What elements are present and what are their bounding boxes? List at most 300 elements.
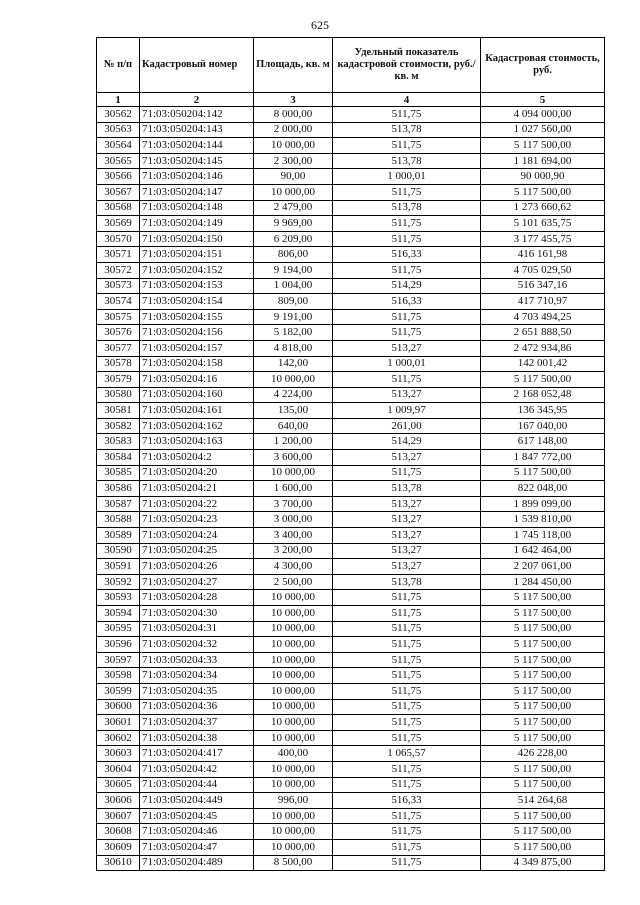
unit-value-cell: 261,00 xyxy=(333,418,481,434)
row-number-cell: 30600 xyxy=(97,699,140,715)
cadastral-value-cell: 4 094 000,00 xyxy=(481,107,605,123)
table-row xyxy=(97,637,605,653)
unit-value-cell: 511,75 xyxy=(333,637,481,653)
row-number-cell: 30590 xyxy=(97,543,140,559)
area-cell: 10 000,00 xyxy=(254,839,333,855)
area-cell: 9 194,00 xyxy=(254,262,333,278)
row-number-cell: 30584 xyxy=(97,450,140,466)
table-row xyxy=(97,699,605,715)
cadastral-number-cell: 71:03:050204:145 xyxy=(140,153,254,169)
column-number: 5 xyxy=(481,93,605,107)
row-number-cell: 30592 xyxy=(97,574,140,590)
row-number-cell: 30603 xyxy=(97,746,140,762)
area-cell: 10 000,00 xyxy=(254,824,333,840)
unit-value-cell: 511,75 xyxy=(333,216,481,232)
cadastral-number-cell: 71:03:050204:22 xyxy=(140,496,254,512)
row-number-cell: 30607 xyxy=(97,808,140,824)
area-cell: 996,00 xyxy=(254,793,333,809)
cadastral-value-cell: 5 117 500,00 xyxy=(481,138,605,154)
table-row xyxy=(97,325,605,341)
cadastral-number-cell: 71:03:050204:24 xyxy=(140,528,254,544)
cadastral-table xyxy=(96,37,605,871)
cadastral-value-cell: 5 117 500,00 xyxy=(481,637,605,653)
cadastral-number-cell: 71:03:050204:32 xyxy=(140,637,254,653)
cadastral-number-cell: 71:03:050204:163 xyxy=(140,434,254,450)
table-row xyxy=(97,668,605,684)
area-cell: 3 600,00 xyxy=(254,450,333,466)
table-row xyxy=(97,496,605,512)
area-cell: 10 000,00 xyxy=(254,184,333,200)
cadastral-value-cell: 5 117 500,00 xyxy=(481,683,605,699)
row-number-cell: 30610 xyxy=(97,855,140,871)
area-cell: 2 300,00 xyxy=(254,153,333,169)
row-number-cell: 30565 xyxy=(97,153,140,169)
unit-value-cell: 511,75 xyxy=(333,184,481,200)
area-cell: 3 700,00 xyxy=(254,496,333,512)
row-number-cell: 30575 xyxy=(97,309,140,325)
table-row xyxy=(97,855,605,871)
table-row xyxy=(97,465,605,481)
table-row xyxy=(97,247,605,263)
table-row xyxy=(97,278,605,294)
table-row xyxy=(97,574,605,590)
cadastral-value-cell: 4 705 029,50 xyxy=(481,262,605,278)
cadastral-value-cell: 5 117 500,00 xyxy=(481,808,605,824)
area-cell: 6 209,00 xyxy=(254,231,333,247)
area-cell: 90,00 xyxy=(254,169,333,185)
cadastral-number-cell: 71:03:050204:449 xyxy=(140,793,254,809)
header-area: Площадь, кв. м xyxy=(254,38,333,93)
row-number-cell: 30567 xyxy=(97,184,140,200)
row-number-cell: 30574 xyxy=(97,294,140,310)
unit-value-cell: 511,75 xyxy=(333,262,481,278)
area-cell: 3 000,00 xyxy=(254,512,333,528)
cadastral-value-cell: 90 000,90 xyxy=(481,169,605,185)
area-cell: 10 000,00 xyxy=(254,715,333,731)
table-row xyxy=(97,294,605,310)
cadastral-number-cell: 71:03:050204:149 xyxy=(140,216,254,232)
area-cell: 10 000,00 xyxy=(254,138,333,154)
row-number-cell: 30606 xyxy=(97,793,140,809)
cadastral-value-cell: 5 117 500,00 xyxy=(481,777,605,793)
table-row xyxy=(97,340,605,356)
cadastral-number-cell: 71:03:050204:146 xyxy=(140,169,254,185)
cadastral-value-cell: 2 472 934,86 xyxy=(481,340,605,356)
unit-value-cell: 511,75 xyxy=(333,668,481,684)
table-row xyxy=(97,730,605,746)
table-row xyxy=(97,450,605,466)
cadastral-value-cell: 5 117 500,00 xyxy=(481,465,605,481)
unit-value-cell: 516,33 xyxy=(333,793,481,809)
cadastral-number-cell: 71:03:050204:37 xyxy=(140,715,254,731)
cadastral-number-cell: 71:03:050204:157 xyxy=(140,340,254,356)
table-row xyxy=(97,372,605,388)
unit-value-cell: 513,27 xyxy=(333,543,481,559)
table-row xyxy=(97,746,605,762)
unit-value-cell: 511,75 xyxy=(333,652,481,668)
unit-value-cell: 1 000,01 xyxy=(333,356,481,372)
cadastral-value-cell: 822 048,00 xyxy=(481,481,605,497)
row-number-cell: 30573 xyxy=(97,278,140,294)
cadastral-value-cell: 426 228,00 xyxy=(481,746,605,762)
row-number-cell: 30594 xyxy=(97,606,140,622)
cadastral-value-cell: 5 117 500,00 xyxy=(481,184,605,200)
cadastral-number-cell: 71:03:050204:45 xyxy=(140,808,254,824)
area-cell: 8 000,00 xyxy=(254,107,333,123)
unit-value-cell: 511,75 xyxy=(333,621,481,637)
cadastral-number-cell: 71:03:050204:26 xyxy=(140,559,254,575)
row-number-cell: 30604 xyxy=(97,761,140,777)
cadastral-value-cell: 416 161,98 xyxy=(481,247,605,263)
column-number: 2 xyxy=(140,93,254,107)
area-cell: 10 000,00 xyxy=(254,372,333,388)
unit-value-cell: 511,75 xyxy=(333,715,481,731)
unit-value-cell: 511,75 xyxy=(333,138,481,154)
area-cell: 10 000,00 xyxy=(254,590,333,606)
table-row xyxy=(97,777,605,793)
row-number-cell: 30586 xyxy=(97,481,140,497)
cadastral-number-cell: 71:03:050204:489 xyxy=(140,855,254,871)
column-number-row xyxy=(97,93,605,107)
table-body xyxy=(97,107,605,871)
area-cell: 142,00 xyxy=(254,356,333,372)
unit-value-cell: 513,78 xyxy=(333,574,481,590)
row-number-cell: 30609 xyxy=(97,839,140,855)
cadastral-number-cell: 71:03:050204:154 xyxy=(140,294,254,310)
cadastral-number-cell: 71:03:050204:148 xyxy=(140,200,254,216)
table-row xyxy=(97,606,605,622)
area-cell: 10 000,00 xyxy=(254,761,333,777)
table-row xyxy=(97,169,605,185)
cadastral-number-cell: 71:03:050204:20 xyxy=(140,465,254,481)
row-number-cell: 30572 xyxy=(97,262,140,278)
row-number-cell: 30601 xyxy=(97,715,140,731)
page-number: 625 xyxy=(311,18,329,32)
cadastral-number-cell: 71:03:050204:144 xyxy=(140,138,254,154)
table-row xyxy=(97,138,605,154)
table-row xyxy=(97,387,605,403)
area-cell: 3 200,00 xyxy=(254,543,333,559)
cadastral-value-cell: 514 264,68 xyxy=(481,793,605,809)
area-cell: 10 000,00 xyxy=(254,621,333,637)
row-number-cell: 30583 xyxy=(97,434,140,450)
row-number-cell: 30579 xyxy=(97,372,140,388)
cadastral-value-cell: 5 117 500,00 xyxy=(481,590,605,606)
cadastral-value-cell: 5 117 500,00 xyxy=(481,715,605,731)
cadastral-value-cell: 136 345,95 xyxy=(481,403,605,419)
row-number-cell: 30578 xyxy=(97,356,140,372)
header-unit-value: Удельный показатель кадастровой стоимости, руб./кв. м xyxy=(333,38,481,93)
table-row xyxy=(97,652,605,668)
row-number-cell: 30569 xyxy=(97,216,140,232)
table-row xyxy=(97,512,605,528)
cadastral-number-cell: 71:03:050204:35 xyxy=(140,683,254,699)
area-cell: 1 200,00 xyxy=(254,434,333,450)
row-number-cell: 30566 xyxy=(97,169,140,185)
unit-value-cell: 511,75 xyxy=(333,465,481,481)
cadastral-number-cell: 71:03:050204:160 xyxy=(140,387,254,403)
column-number: 4 xyxy=(333,93,481,107)
row-number-cell: 30581 xyxy=(97,403,140,419)
area-cell: 9 191,00 xyxy=(254,309,333,325)
cadastral-number-cell: 71:03:050204:36 xyxy=(140,699,254,715)
table-row xyxy=(97,808,605,824)
table-row xyxy=(97,418,605,434)
row-number-cell: 30582 xyxy=(97,418,140,434)
cadastral-value-cell: 1 642 464,00 xyxy=(481,543,605,559)
row-number-cell: 30588 xyxy=(97,512,140,528)
row-number-cell: 30598 xyxy=(97,668,140,684)
unit-value-cell: 513,78 xyxy=(333,122,481,138)
area-cell: 10 000,00 xyxy=(254,777,333,793)
table-row xyxy=(97,356,605,372)
table-row xyxy=(97,231,605,247)
cadastral-number-cell: 71:03:050204:21 xyxy=(140,481,254,497)
unit-value-cell: 513,27 xyxy=(333,387,481,403)
cadastral-value-cell: 2 207 061,00 xyxy=(481,559,605,575)
cadastral-value-cell: 1 539 810,00 xyxy=(481,512,605,528)
area-cell: 2 479,00 xyxy=(254,200,333,216)
cadastral-number-cell: 71:03:050204:25 xyxy=(140,543,254,559)
cadastral-number-cell: 71:03:050204:158 xyxy=(140,356,254,372)
area-cell: 10 000,00 xyxy=(254,606,333,622)
area-cell: 10 000,00 xyxy=(254,668,333,684)
cadastral-value-cell: 5 117 500,00 xyxy=(481,730,605,746)
area-cell: 1 600,00 xyxy=(254,481,333,497)
cadastral-value-cell: 1 284 450,00 xyxy=(481,574,605,590)
unit-value-cell: 511,75 xyxy=(333,325,481,341)
table-row xyxy=(97,122,605,138)
area-cell: 5 182,00 xyxy=(254,325,333,341)
unit-value-cell: 1 065,57 xyxy=(333,746,481,762)
cadastral-value-cell: 5 117 500,00 xyxy=(481,606,605,622)
unit-value-cell: 511,75 xyxy=(333,777,481,793)
table-row xyxy=(97,528,605,544)
area-cell: 10 000,00 xyxy=(254,637,333,653)
unit-value-cell: 511,75 xyxy=(333,107,481,123)
row-number-cell: 30576 xyxy=(97,325,140,341)
area-cell: 4 300,00 xyxy=(254,559,333,575)
header-row-number: № п/п xyxy=(97,38,140,93)
cadastral-number-cell: 71:03:050204:34 xyxy=(140,668,254,684)
cadastral-value-cell: 2 168 052,48 xyxy=(481,387,605,403)
table-row xyxy=(97,262,605,278)
cadastral-value-cell: 5 117 500,00 xyxy=(481,652,605,668)
row-number-cell: 30602 xyxy=(97,730,140,746)
cadastral-number-cell: 71:03:050204:30 xyxy=(140,606,254,622)
row-number-cell: 30587 xyxy=(97,496,140,512)
unit-value-cell: 511,75 xyxy=(333,730,481,746)
cadastral-number-cell: 71:03:050204:152 xyxy=(140,262,254,278)
cadastral-value-cell: 5 117 500,00 xyxy=(481,761,605,777)
area-cell: 4 224,00 xyxy=(254,387,333,403)
unit-value-cell: 513,78 xyxy=(333,481,481,497)
cadastral-value-cell: 516 347,16 xyxy=(481,278,605,294)
area-cell: 10 000,00 xyxy=(254,465,333,481)
cadastral-value-cell: 4 703 494,25 xyxy=(481,309,605,325)
area-cell: 10 000,00 xyxy=(254,808,333,824)
cadastral-value-cell: 5 117 500,00 xyxy=(481,372,605,388)
row-number-cell: 30577 xyxy=(97,340,140,356)
unit-value-cell: 513,78 xyxy=(333,153,481,169)
cadastral-number-cell: 71:03:050204:38 xyxy=(140,730,254,746)
unit-value-cell: 513,27 xyxy=(333,450,481,466)
cadastral-number-cell: 71:03:050204:151 xyxy=(140,247,254,263)
unit-value-cell: 1 000,01 xyxy=(333,169,481,185)
cadastral-value-cell: 5 117 500,00 xyxy=(481,699,605,715)
cadastral-number-cell: 71:03:050204:161 xyxy=(140,403,254,419)
cadastral-value-cell: 1 027 560,00 xyxy=(481,122,605,138)
area-cell: 8 500,00 xyxy=(254,855,333,871)
cadastral-value-cell: 417 710,97 xyxy=(481,294,605,310)
unit-value-cell: 1 009,97 xyxy=(333,403,481,419)
row-number-cell: 30591 xyxy=(97,559,140,575)
cadastral-number-cell: 71:03:050204:142 xyxy=(140,107,254,123)
area-cell: 135,00 xyxy=(254,403,333,419)
cadastral-number-cell: 71:03:050204:156 xyxy=(140,325,254,341)
column-number: 1 xyxy=(97,93,140,107)
table-row xyxy=(97,200,605,216)
unit-value-cell: 511,75 xyxy=(333,606,481,622)
table-row xyxy=(97,621,605,637)
cadastral-value-cell: 617 148,00 xyxy=(481,434,605,450)
cadastral-number-cell: 71:03:050204:44 xyxy=(140,777,254,793)
area-cell: 2 000,00 xyxy=(254,122,333,138)
table-row xyxy=(97,184,605,200)
cadastral-number-cell: 71:03:050204:16 xyxy=(140,372,254,388)
row-number-cell: 30562 xyxy=(97,107,140,123)
row-number-cell: 30595 xyxy=(97,621,140,637)
table-row xyxy=(97,107,605,123)
table-row xyxy=(97,153,605,169)
area-cell: 10 000,00 xyxy=(254,730,333,746)
table-row xyxy=(97,216,605,232)
cadastral-number-cell: 71:03:050204:2 xyxy=(140,450,254,466)
cadastral-number-cell: 71:03:050204:155 xyxy=(140,309,254,325)
unit-value-cell: 511,75 xyxy=(333,808,481,824)
unit-value-cell: 513,27 xyxy=(333,496,481,512)
row-number-cell: 30608 xyxy=(97,824,140,840)
table-row xyxy=(97,543,605,559)
table-row xyxy=(97,590,605,606)
row-number-cell: 30568 xyxy=(97,200,140,216)
area-cell: 806,00 xyxy=(254,247,333,263)
unit-value-cell: 511,75 xyxy=(333,824,481,840)
unit-value-cell: 511,75 xyxy=(333,231,481,247)
cadastral-value-cell: 142 001,42 xyxy=(481,356,605,372)
area-cell: 10 000,00 xyxy=(254,699,333,715)
unit-value-cell: 514,29 xyxy=(333,278,481,294)
cadastral-value-cell: 5 117 500,00 xyxy=(481,839,605,855)
unit-value-cell: 513,27 xyxy=(333,559,481,575)
cadastral-value-cell: 1 847 772,00 xyxy=(481,450,605,466)
area-cell: 809,00 xyxy=(254,294,333,310)
cadastral-number-cell: 71:03:050204:147 xyxy=(140,184,254,200)
unit-value-cell: 513,27 xyxy=(333,512,481,528)
cadastral-number-cell: 71:03:050204:31 xyxy=(140,621,254,637)
cadastral-value-cell: 1 181 694,00 xyxy=(481,153,605,169)
cadastral-value-cell: 3 177 455,75 xyxy=(481,231,605,247)
table-row xyxy=(97,761,605,777)
cadastral-number-cell: 71:03:050204:150 xyxy=(140,231,254,247)
row-number-cell: 30563 xyxy=(97,122,140,138)
area-cell: 4 818,00 xyxy=(254,340,333,356)
unit-value-cell: 511,75 xyxy=(333,309,481,325)
unit-value-cell: 513,27 xyxy=(333,528,481,544)
cadastral-number-cell: 71:03:050204:47 xyxy=(140,839,254,855)
cadastral-value-cell: 2 651 888,50 xyxy=(481,325,605,341)
area-cell: 1 004,00 xyxy=(254,278,333,294)
unit-value-cell: 511,75 xyxy=(333,372,481,388)
cadastral-value-cell: 5 117 500,00 xyxy=(481,824,605,840)
table-row xyxy=(97,683,605,699)
unit-value-cell: 511,75 xyxy=(333,761,481,777)
unit-value-cell: 514,29 xyxy=(333,434,481,450)
unit-value-cell: 511,75 xyxy=(333,839,481,855)
unit-value-cell: 513,27 xyxy=(333,340,481,356)
table-row xyxy=(97,824,605,840)
row-number-cell: 30599 xyxy=(97,683,140,699)
cadastral-number-cell: 71:03:050204:417 xyxy=(140,746,254,762)
column-number: 3 xyxy=(254,93,333,107)
cadastral-number-cell: 71:03:050204:33 xyxy=(140,652,254,668)
cadastral-value-cell: 1 745 118,00 xyxy=(481,528,605,544)
row-number-cell: 30580 xyxy=(97,387,140,403)
cadastral-value-cell: 5 101 635,75 xyxy=(481,216,605,232)
table-row xyxy=(97,715,605,731)
area-cell: 640,00 xyxy=(254,418,333,434)
header-cadastral-number: Кадастровый номер xyxy=(140,38,254,93)
unit-value-cell: 516,33 xyxy=(333,294,481,310)
area-cell: 10 000,00 xyxy=(254,683,333,699)
cadastral-value-cell: 5 117 500,00 xyxy=(481,621,605,637)
cadastral-value-cell: 4 349 875,00 xyxy=(481,855,605,871)
unit-value-cell: 511,75 xyxy=(333,855,481,871)
row-number-cell: 30571 xyxy=(97,247,140,263)
cadastral-value-cell: 1 273 660,62 xyxy=(481,200,605,216)
row-number-cell: 30585 xyxy=(97,465,140,481)
unit-value-cell: 516,33 xyxy=(333,247,481,263)
table-row xyxy=(97,559,605,575)
table-row xyxy=(97,481,605,497)
header-row xyxy=(97,38,605,93)
cadastral-number-cell: 71:03:050204:153 xyxy=(140,278,254,294)
area-cell: 3 400,00 xyxy=(254,528,333,544)
area-cell: 2 500,00 xyxy=(254,574,333,590)
area-cell: 9 969,00 xyxy=(254,216,333,232)
unit-value-cell: 513,78 xyxy=(333,200,481,216)
cadastral-value-cell: 5 117 500,00 xyxy=(481,668,605,684)
table-row xyxy=(97,403,605,419)
cadastral-number-cell: 71:03:050204:143 xyxy=(140,122,254,138)
area-cell: 400,00 xyxy=(254,746,333,762)
cadastral-number-cell: 71:03:050204:27 xyxy=(140,574,254,590)
row-number-cell: 30593 xyxy=(97,590,140,606)
cadastral-value-cell: 1 899 099,00 xyxy=(481,496,605,512)
unit-value-cell: 511,75 xyxy=(333,699,481,715)
unit-value-cell: 511,75 xyxy=(333,590,481,606)
cadastral-value-cell: 167 040,00 xyxy=(481,418,605,434)
table-row xyxy=(97,434,605,450)
table-row xyxy=(97,839,605,855)
cadastral-number-cell: 71:03:050204:162 xyxy=(140,418,254,434)
cadastral-number-cell: 71:03:050204:46 xyxy=(140,824,254,840)
cadastral-number-cell: 71:03:050204:28 xyxy=(140,590,254,606)
cadastral-number-cell: 71:03:050204:23 xyxy=(140,512,254,528)
row-number-cell: 30564 xyxy=(97,138,140,154)
unit-value-cell: 511,75 xyxy=(333,683,481,699)
cadastral-number-cell: 71:03:050204:42 xyxy=(140,761,254,777)
